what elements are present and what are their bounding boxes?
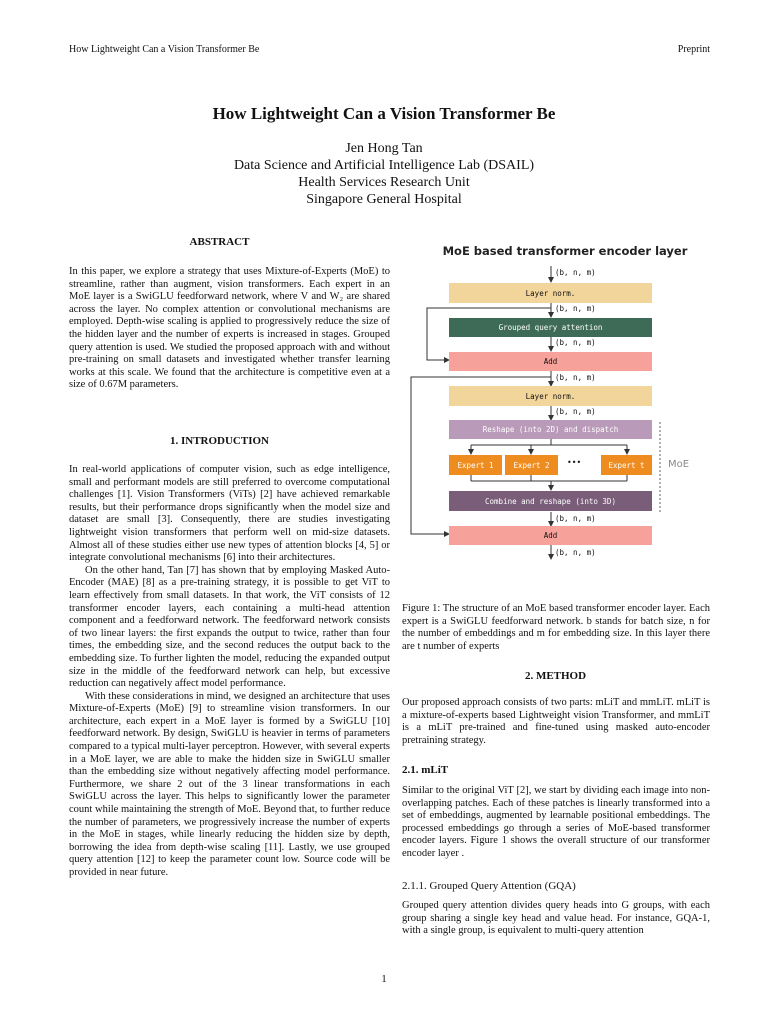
author-affiliation-hospital: Singapore General Hospital (306, 192, 462, 207)
expert-1-box: Expert 1 (449, 455, 502, 475)
add-box-1: Add (449, 352, 652, 371)
abstract-heading: ABSTRACT (189, 236, 250, 248)
dim-label: (b, n, m) (555, 268, 596, 277)
dim-label: (b, n, m) (555, 548, 596, 557)
method-heading: 2. METHOD (524, 670, 587, 682)
moe-label: MoE (668, 459, 690, 470)
page-number: 1 (381, 973, 387, 985)
running-header-label: Preprint (677, 44, 710, 55)
reshape-dispatch-box: Reshape (into 2D) and dispatch (449, 420, 652, 439)
abstract-text: In this paper, we explore a strategy that uses Mixture-of-Experts (MoE) to streamline, rather than augment, vision transformers. Each expert in an MoE layer is a SwiGLU feedforward network, where V and W₂ are shared across the layer. No complex attention or convolutional mechanisms are employed. Depth-wise scaling is applied to progressively reduce the size of the hidden layer and the number of experts is increased in stages. Grouped query attention is used. We studied the proposed approach with and without pre-training on small datasets and investigated whether transfer learning works at this scale. We found that the architecture is competitive even at a size of 0.67M parameters. (69, 266, 390, 391)
add-box-2: Add (449, 526, 652, 545)
layer-norm-box-1: Layer norm. (449, 283, 652, 303)
dim-label: (b, n, m) (555, 373, 596, 382)
dim-label: (b, n, m) (555, 514, 596, 523)
layer-norm-box-2: Layer norm. (449, 386, 652, 406)
figure-title: MoE based transformer encoder layer (442, 244, 688, 258)
method-paragraph-1: Our proposed approach consists of two parts: mLiT and mmLiT. mLiT is a mixture-of-experts based Lightweight vision Transformer, and mmLiT is a mLiT pre-trained and fine-tuned using masked auto-encoder pretraining strategy. (402, 697, 710, 746)
gqa-box: Grouped query attention (449, 318, 652, 337)
intro-body (69, 464, 390, 880)
author-name: Jen Hong Tan (345, 141, 423, 156)
figure-caption: Figure 1: The structure of an MoE based transformer encoder layer. Each expert is a SwiGLU feedforward network. b stands for batch size, n for the number of embeddings and m for embedding size. In this layer there are t number of experts (402, 603, 710, 652)
gqa-body (402, 900, 710, 938)
dim-label: (b, n, m) (555, 304, 596, 313)
expert-t-box: Expert t (601, 455, 652, 475)
intro-paragraph-2: On the other hand, Tan [7] has shown that by employing Masked Auto-Encoder (MAE) [8] as a pre-training strategy, it is possible to get ViT to learn effectively from small datasets. In that work, the ViT consists of 12 transformer encoder layers, each containing a multi-head attention component and a feedforward network. The feedforward network consists of two linear layers: the first expands the output to twice, rather than four times, the embedding size, and the second reduces the output back to the embedding size. To further lighten the model, reducing the expanded output size in the middle of the feedforward network can help, but excessive reduction can negatively affect model performance. (69, 564, 390, 690)
mlit-paragraph: Similar to the original ViT [2], we start by dividing each image into non-overlapping patches. Each of these patches is linearly transformed into a set of embeddings, augmented by learnable positional embeddings. The processed embeddings go through a series of MoE-based transformer encoder layers. Figure 1 shows the overall structure of our transformer encoder layer . (402, 785, 710, 859)
subsubsection-heading-gqa: 2.1.1. Grouped Query Attention (GQA) (402, 880, 576, 892)
intro-paragraph-3: With these considerations in mind, we designed an architecture that uses Mixture-of-Experts (MoE) [9] to streamline vision transformers. In our architecture, each expert in a MoE layer is formed by a SwiGLU [10] feedforward network. By design, SwiGLU is heavier in terms of parameters compared to a typical multi-layer perceptron. However, with several experts in a MoE layer, we are able to make the hidden size in SwiGLU smaller than the embedding size without negatively affecting model performance. Furthermore, we share 2 out of the 3 linear transformations in each SwiGLU across the layer. This helps to significantly lower the parameter count while maintaining the strength of MoE. Beyond that, to further reduce the number of parameters, we progressively increase the number of experts in the MoE in stages, while linearly reducing the hidden size by depth, borrowing the idea from depth-wise scaling [11]. Lastly, we use grouped query attention [12] to keep the parameter count low. Source code will be provided in near future. (69, 690, 390, 878)
combine-reshape-box: Combine and reshape (into 3D) (449, 491, 652, 511)
author-affiliation-lab: Data Science and Artificial Intelligence Lab (DSAIL) (233, 158, 535, 173)
method-body (402, 697, 710, 747)
gqa-paragraph: Grouped query attention divides query heads into G groups, with each group sharing a single key head and value head. For instance, GQA-1, with a single group, is equivalent to multi-query attention (402, 900, 710, 937)
expert-ellipsis: ••• (567, 458, 582, 467)
dim-label: (b, n, m) (555, 338, 596, 347)
intro-heading: 1. INTRODUCTION (169, 435, 269, 447)
mlit-body (402, 785, 710, 861)
dim-label: (b, n, m) (555, 407, 596, 416)
abstract-body (69, 266, 390, 392)
intro-paragraph-1: In real-world applications of computer vision, such as edge intelligence, small and performant models are still preferred to overcome computational challenges [1]. Vision Transformers (ViTs) [2] have achieved remarkable results, but their performance drops significantly when the model size and dataset are small [3]. Consequently, there are studies investigating lightweight vision transformers that perform well on mid-size datasets. Almost all of these studies either use new types of attention blocks [4, 5] or integrate convolutional mechanisms [6] into their architectures. (69, 464, 390, 564)
expert-2-box: Expert 2 (505, 455, 558, 475)
paper-title: How Lightweight Can a Vision Transformer Be (212, 104, 556, 123)
subsection-heading-mlit: 2.1. mLiT (402, 764, 449, 776)
running-header-title: How Lightweight Can a Vision Transformer Be (69, 44, 260, 55)
author-affiliation-unit: Health Services Research Unit (298, 175, 470, 190)
